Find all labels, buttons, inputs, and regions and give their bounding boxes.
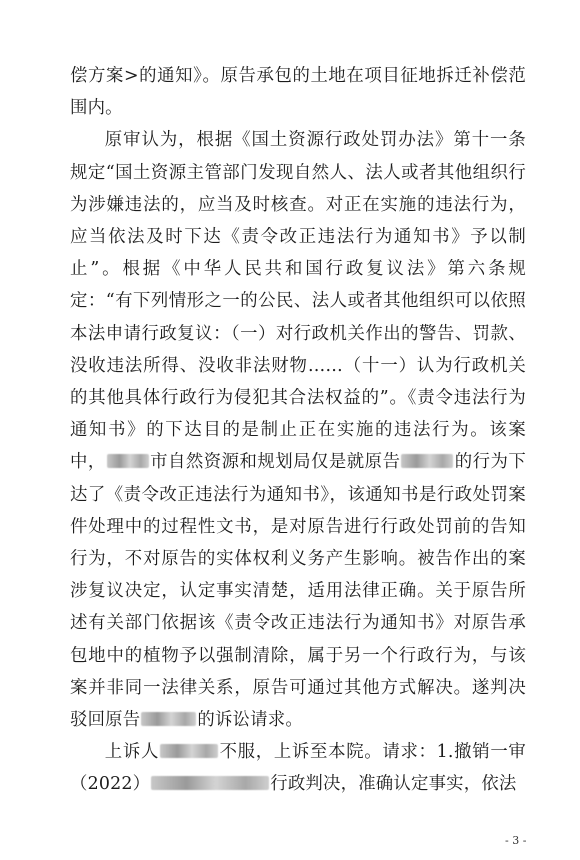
paragraph-3-text-a: 上诉人 (104, 742, 160, 763)
paragraph-1-text: 偿方案>的通知》。原告承包的土地在项目征地拆迁补偿范围内。 (70, 66, 526, 119)
page-number: - 3 - (505, 834, 527, 847)
redacted-plaintiff-name (401, 454, 453, 468)
paragraph-3-text-c: 行政判决，准确认定事实，依法 (270, 774, 517, 795)
paragraph-2-text-c: 的行为下达了《责令改正违法行为通知书》，该通知书是行政处罚案件处理中的过程性文书，是对原告进行行政处罚前的告知行为，不对原告的实体权利义务产生影响。被告作出的案涉复议决定，认定事实清楚，适用法律正确。关于原告所述有关部门依据该《责令改正违法行为通知书》对原告承包地中的植物予以强制清除，属于另一个行政行为，与该案并非同一法律关系，原告可通过其他方式解决。遂判决驳回原告 (70, 452, 526, 731)
paragraph-2-text-d: 的诉讼请求。 (197, 710, 303, 731)
paragraph-2-text-a: 原审认为，根据《国土资源行政处罚办法》第十一条规定“国土资源主管部门发现自然人、法人或者其他组织行为涉嫌违法的，应当及时核查。对正在实施的违法行为，应当依法及时下达《责令改正违法行为通知书》予以制止”。根据《中华人民共和国行政复议法》第六条规定：“有下列情形之一的公民、法人或者其他组织可以依照本法申请行政复议：（一）对行政机关作出的警告、罚款、没收违法所得、没收非法财物……（十一）认为行政机关的其他具体行政行为侵犯其合法权益的”。《责令违法行为通知书》的下达目的是制止正在实施的违法行为。该案中， (70, 130, 526, 473)
paragraph-original-judgment (70, 124, 526, 736)
paragraph-appeal (70, 736, 526, 800)
redacted-appellant-name (160, 744, 218, 758)
redacted-case-number (151, 776, 269, 790)
document-body (70, 60, 526, 801)
redacted-city-name (107, 454, 149, 468)
paragraph-2-text-b: 市自然资源和规划局仅是就原告 (149, 452, 401, 473)
paragraph-continuation (70, 60, 526, 124)
paragraph-3-text-b: 不服，上诉至本院。请求：1.撤销一审（2022） (70, 742, 526, 795)
redacted-plaintiff-name (141, 712, 196, 726)
